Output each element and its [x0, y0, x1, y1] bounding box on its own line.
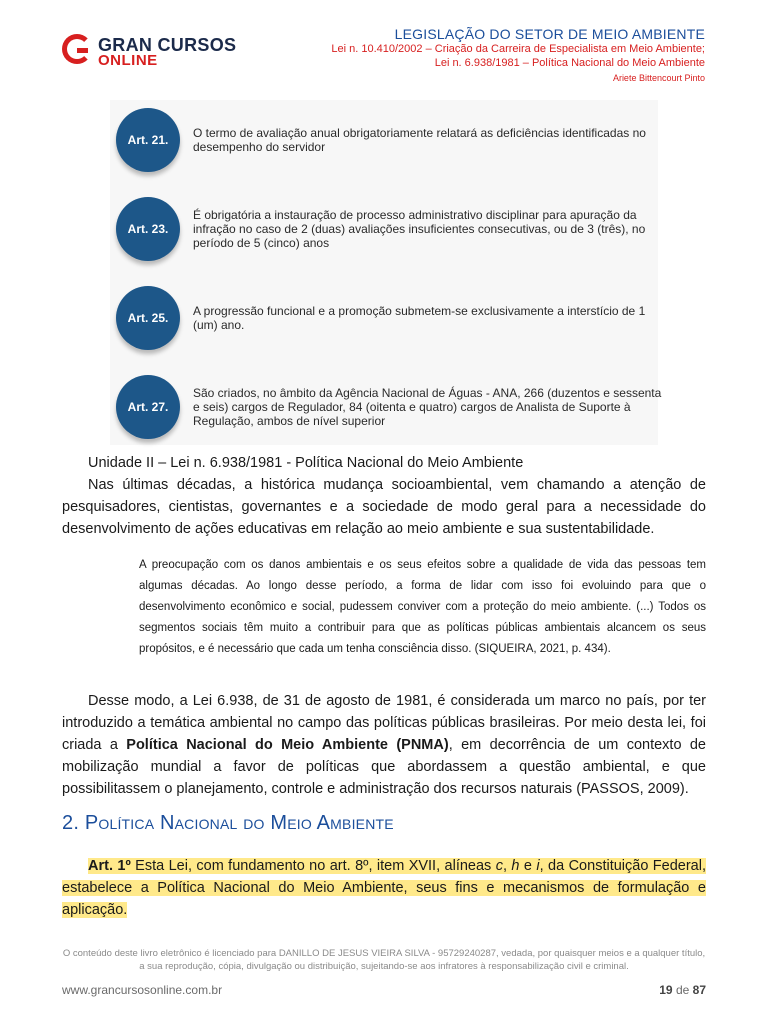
paragraph-intro: Nas últimas décadas, a histórica mudança socioambiental, vem chamando a atenção de pesquisadores, cientistas, governantes e a sociedade de modo geral para a necessidade do desenvolvimento de ações educativas em relação ao meio ambiente e sua sustentabilidade. [62, 477, 706, 537]
page-of: de [675, 983, 690, 997]
paragraph-pnma-text-b: , em decorrência de um contexto de mobilização mundial a favor de políticas que abordassem a questão ambiental, e que possibilitassem o planejamento, controle e administração dos recursos naturais (PASSOS, 2009). [62, 737, 706, 797]
article-1-text-a: Esta Lei, com fundamento no art. 8º, item XVII, alíneas [130, 858, 496, 874]
article-text: São criados, no âmbito da Agência Nacional de Águas - ANA, 266 (duzentos e sessenta e seis) cargos de Regulador, 84 (oitenta e quatro) cargos de Analista de Suporte à Regulação, ambos de nível superior [193, 386, 662, 428]
article-text: A progressão funcional e a promoção submetem-se exclusivamente a interstício de 1 (um) ano. [193, 304, 646, 332]
unit-line: Unidade II – Lei n. 6.938/1981 - Política Nacional do Meio Ambiente [88, 455, 524, 471]
pnma-emphasis: Política Nacional do Meio Ambiente (PNMA) [126, 737, 449, 753]
license-line-2: a sua reprodução, cópia, divulgação ou distribuição, sujeitando-se aos infratores à responsabilização civil e criminal. [139, 961, 629, 972]
article-badge: Art. 23. [116, 197, 180, 261]
article-badge: Art. 21. [116, 108, 180, 172]
logo-name-bottom: ONLINE [98, 52, 158, 69]
logo-name-top: GRAN CURSOS [98, 35, 237, 55]
header-author: Ariete Bittencourt Pinto [612, 73, 705, 83]
block-quote: A preocupação com os danos ambientais e os seus efeitos sobre a qualidade de vida das pessoas tem algumas décadas. Ao longo desse período, a forma de lidar com isso foi evoluindo para que o desenvolvimento econômico e social, pudessem conviver com a proteção do meio ambiente. (...) Todos os segmentos sociais têm muito a contribuir para que as políticas públicas ambientais alcancem os seus propósitos, e é necessário que cada um tenha consciência disso. (SIQUEIRA, 2021, p. 434). [139, 559, 706, 655]
section-title: 2. Política Nacional do Meio Ambiente [62, 812, 394, 834]
site-link[interactable]: www.grancursosonline.com.br [62, 983, 223, 997]
alinea-c: c [495, 858, 503, 874]
article-text: O termo de avaliação anual obrigatoriamente relatará as deficiências identificadas no desempenho do servidor [193, 126, 646, 154]
page-total: 87 [692, 983, 706, 997]
logo-g-icon [62, 34, 92, 64]
article-1-highlight [62, 858, 706, 918]
article-badge: Art. 27. [116, 375, 180, 439]
alinea-i: i [536, 858, 540, 874]
license-line-1: O conteúdo deste livro eletrônico é licenciado para DANILLO DE JESUS VIEIRA SILVA - 95729240287, vedada, por quaisquer meios e a qualquer título, [62, 948, 706, 959]
article-badge: Art. 25. [116, 286, 180, 350]
article-1-text-b: , da Constituição Federal, estabelece a Política Nacional do Meio Ambiente, seus fins e mecanismos de formulação e aplicação. [62, 858, 706, 918]
article-1-conj: e [519, 858, 537, 874]
article-text: É obrigatória a instauração de processo administrativo disciplinar para apuração da infração no caso de 2 (duas) avaliações insuficientes consecutivas, ou de 3 (três), no período de 5 (cinco) anos [193, 208, 646, 250]
page-counter [659, 983, 706, 997]
header-block [265, 26, 705, 83]
brand-logo [62, 34, 237, 70]
article-1-label: Art. 1º [88, 858, 131, 874]
alinea-h: h [511, 858, 520, 874]
paragraph-pnma [62, 690, 706, 800]
articles-infographic [110, 100, 662, 445]
article-1-paragraph [62, 855, 706, 921]
article-1-sep: , [502, 858, 512, 874]
header-subtitle-1: Lei n. 10.410/2002 – Criação da Carreira de Especialista em Meio Ambiente; [331, 43, 705, 55]
header-subtitle-2: Lei n. 6.938/1981 – Política Nacional do Meio Ambiente [434, 57, 705, 69]
paragraph-pnma-text-a: Desse modo, a Lei 6.938, de 31 de agosto de 1981, é considerada um marco no país, por ter introduzido a temática ambiental no campo das políticas públicas brasileiras. Por meio desta lei, foi criada a [62, 693, 706, 753]
page-current: 19 [659, 983, 673, 997]
license-notice [20, 947, 748, 973]
header-title: LEGISLAÇÃO DO SETOR DE MEIO AMBIENTE [394, 26, 705, 42]
